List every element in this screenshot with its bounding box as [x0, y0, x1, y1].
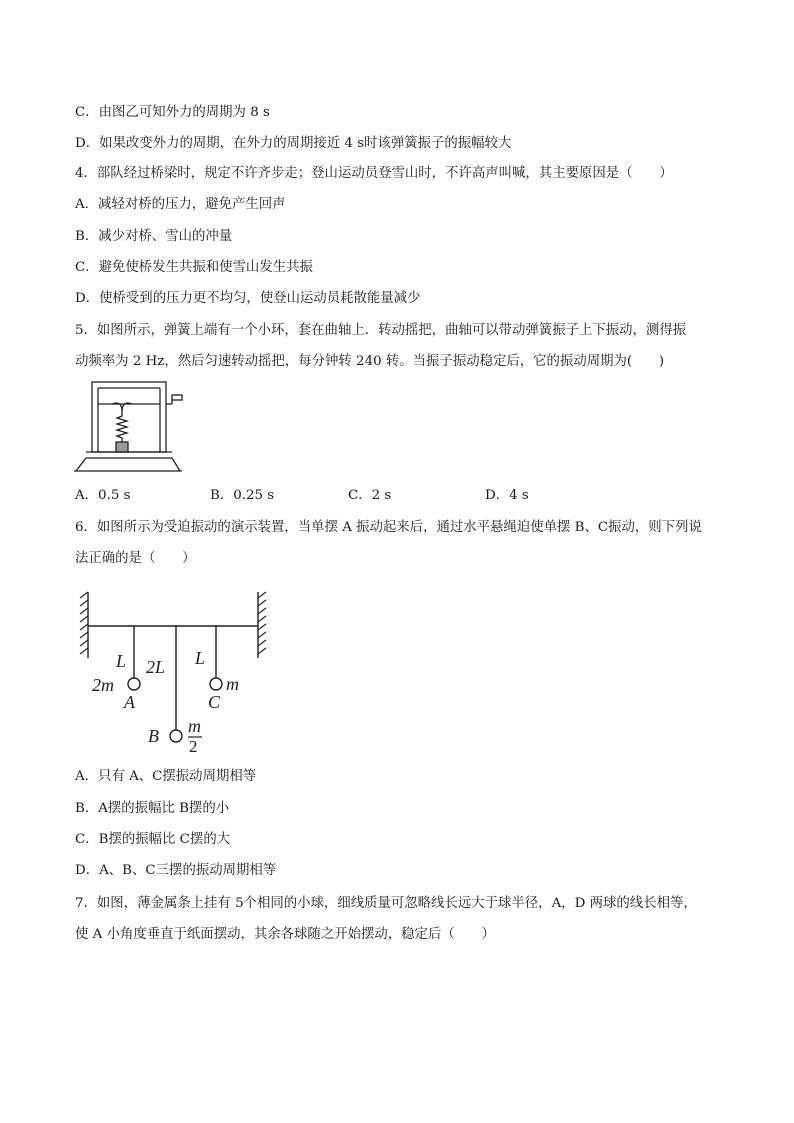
q4-option-c: C．避免使桥发生共振和使雪山发生共振	[75, 260, 313, 275]
label-pendulum-b: B	[148, 726, 159, 746]
q6-option-d: D．A、B、C三摆的振动周期相等	[75, 863, 277, 878]
question-d-option: D．如果改变外力的周期，在外力的周期接近 4 s时该弹簧振子的振幅较大	[75, 136, 512, 151]
q7-stem-line2: 使 A 小角度垂直于纸面摆动，其余各球随之开始摆动，稳定后（ ）	[75, 927, 495, 942]
q6-option-b: B．A摆的振幅比 B摆的小	[75, 801, 230, 816]
pendulum-figure	[78, 590, 274, 754]
q4-stem: 4．部队经过桥梁时，规定不许齐步走；登山运动员登雪山时，不许高声叫喊，其主要原因是（ ）	[75, 166, 673, 181]
q5-option-c: C．2 s	[348, 488, 392, 503]
label-mass-b-denominator: 2	[189, 737, 198, 754]
q6-stem-line1: 6．如图所示为受迫振动的演示装置，当单摆 A 振动起来后，通过水平悬绳迫使单摆 B、C振动，则下列说	[75, 520, 702, 535]
q7-stem-line1: 7．如图，薄金属条上挂有 5个相同的小球，细线质量可忽略线长远大于球半径，A，D 两球的线长相等，	[75, 896, 697, 911]
label-mass-a: 2m	[92, 675, 114, 695]
question-c-option: C．由图乙可知外力的周期为 8 s	[75, 105, 270, 120]
q5-option-d: D．4 s	[485, 488, 529, 503]
label-mass-c: m	[226, 674, 239, 694]
q5-stem-line1: 5．如图所示，弹簧上端有一个小环，套在曲轴上．转动摇把，曲轴可以带动弹簧振子上下振动，测得振	[75, 323, 687, 338]
label-pendulum-c: C	[208, 692, 221, 712]
q5-stem-line2: 动频率为 2 Hz，然后匀速转动摇把，每分钟转 240 转。当振子振动稳定后，它的振动周期为( )	[75, 354, 665, 369]
q6-stem-line2: 法正确的是（ ）	[75, 551, 196, 566]
label-pendulum-a: A	[124, 692, 135, 712]
label-mass-b-numerator: m	[188, 716, 201, 736]
q5-option-a: A．0.5 s	[75, 488, 131, 503]
spring-crank-figure	[72, 378, 184, 474]
q4-option-b: B．减少对桥、雪山的冲量	[75, 229, 233, 244]
q6-option-a: A．只有 A、C摆振动周期相等	[75, 769, 257, 784]
label-length-c: L	[195, 648, 206, 668]
label-length-b: 2L	[146, 657, 166, 677]
q5-option-b: B．0.25 s	[210, 488, 275, 503]
q4-option-a: A．减轻对桥的压力，避免产生回声	[75, 197, 286, 212]
q4-option-d: D．使桥受到的压力更不均匀，使登山运动员耗散能量减少	[75, 291, 421, 306]
label-length-a: L	[116, 651, 127, 671]
q6-option-c: C．B摆的振幅比 C摆的大	[75, 832, 231, 847]
